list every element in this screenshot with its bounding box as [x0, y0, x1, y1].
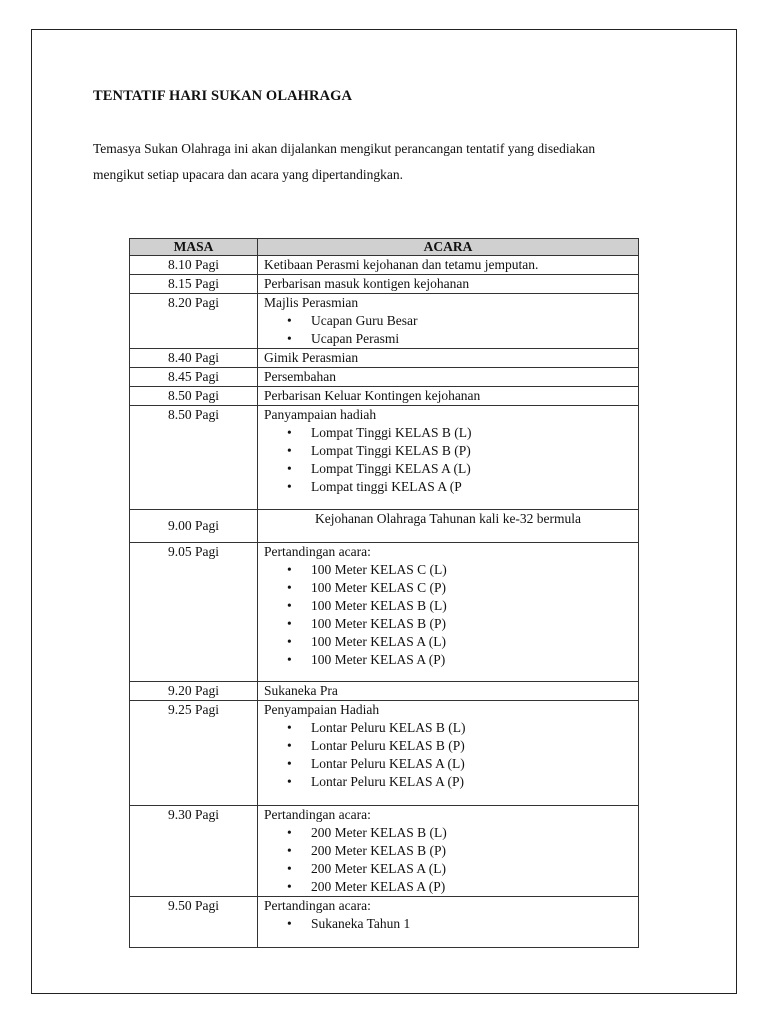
event-cell: [258, 543, 639, 682]
table-row: [130, 406, 639, 510]
event-cell: Sukaneka Pra: [258, 682, 639, 701]
table-row: [130, 349, 639, 368]
header-acara: ACARA: [258, 239, 639, 256]
table-row: [130, 275, 639, 294]
schedule-table: [129, 238, 639, 948]
time-cell: 9.50 Pagi: [130, 897, 258, 948]
time-cell: 9.20 Pagi: [130, 682, 258, 701]
table-row: [130, 897, 639, 948]
list-item: • 100 Meter KELAS C (P): [311, 579, 632, 597]
list-item: • Lompat Tinggi KELAS A (L): [311, 460, 632, 478]
time-cell: 8.20 Pagi: [130, 294, 258, 349]
table-row: [130, 806, 639, 897]
list-item: • Lontar Peluru KELAS A (P): [311, 773, 632, 791]
list-item: • 200 Meter KELAS B (L): [311, 824, 632, 842]
list-item: • Lompat Tinggi KELAS B (P): [311, 442, 632, 460]
event-cell: [258, 701, 639, 806]
time-cell: 9.30 Pagi: [130, 806, 258, 897]
event-cell: Persembahan: [258, 368, 639, 387]
time-cell: 9.00 Pagi: [130, 510, 258, 543]
list-item: • Lontar Peluru KELAS B (P): [311, 737, 632, 755]
event-cell: Kejohanan Olahraga Tahunan kali ke-32 bermula: [258, 510, 639, 543]
table-row: [130, 294, 639, 349]
list-item: • Lompat tinggi KELAS A (P: [311, 478, 632, 496]
event-item-list: [264, 561, 632, 669]
event-title: Pertandingan acara:: [264, 898, 371, 913]
time-cell: 9.05 Pagi: [130, 543, 258, 682]
list-item: • 100 Meter KELAS B (L): [311, 597, 632, 615]
table-row: [130, 368, 639, 387]
list-item: • Lompat Tinggi KELAS B (L): [311, 424, 632, 442]
table-row: [130, 510, 639, 543]
table-row: [130, 256, 639, 275]
event-item-list: [264, 424, 632, 496]
event-item-list: [264, 824, 632, 896]
list-item: • 100 Meter KELAS C (L): [311, 561, 632, 579]
event-title: Pertandingan acara:: [264, 807, 371, 822]
document-title: TENTATIF HARI SUKAN OLAHRAGA: [93, 88, 353, 104]
time-cell: 8.40 Pagi: [130, 349, 258, 368]
event-title: Penyampaian Hadiah: [264, 702, 380, 717]
table-row: [130, 701, 639, 806]
event-item-list: [264, 312, 632, 348]
table-row: [130, 682, 639, 701]
time-cell: 8.10 Pagi: [130, 256, 258, 275]
time-cell: 8.50 Pagi: [130, 387, 258, 406]
list-item: • 100 Meter KELAS A (L): [311, 633, 632, 651]
list-item: • 100 Meter KELAS B (P): [311, 615, 632, 633]
time-cell: 8.45 Pagi: [130, 368, 258, 387]
time-cell: 8.15 Pagi: [130, 275, 258, 294]
event-cell: Perbarisan masuk kontigen kejohanan: [258, 275, 639, 294]
time-cell: 9.25 Pagi: [130, 701, 258, 806]
list-item: • Ucapan Perasmi: [311, 330, 632, 348]
list-item: • Sukaneka Tahun 1: [311, 915, 632, 933]
list-item: • Ucapan Guru Besar: [311, 312, 632, 330]
intro-line-1: Temasya Sukan Olahraga ini akan dijalankan mengikut perancangan tentatif yang disediakan: [93, 141, 596, 156]
list-item: • Lontar Peluru KELAS B (L): [311, 719, 632, 737]
header-masa: MASA: [130, 239, 258, 256]
intro-line-2: mengikut setiap upacara dan acara yang dipertandingkan.: [93, 167, 403, 182]
list-item: • 100 Meter KELAS A (P): [311, 651, 632, 669]
list-item: • Lontar Peluru KELAS A (L): [311, 755, 632, 773]
event-cell: [258, 406, 639, 510]
event-cell: [258, 897, 639, 948]
event-item-list: [264, 719, 632, 791]
event-cell: Perbarisan Keluar Kontingen kejohanan: [258, 387, 639, 406]
event-title: Panyampaian hadiah: [264, 407, 377, 422]
list-item: • 200 Meter KELAS B (P): [311, 842, 632, 860]
event-title: Majlis Perasmian: [264, 295, 359, 310]
event-title: Pertandingan acara:: [264, 544, 371, 559]
list-item: • 200 Meter KELAS A (L): [311, 860, 632, 878]
intro-paragraph: [93, 136, 693, 188]
table-row: [130, 543, 639, 682]
time-cell: 8.50 Pagi: [130, 406, 258, 510]
event-cell: [258, 806, 639, 897]
table-row: [130, 387, 639, 406]
event-cell: [258, 294, 639, 349]
table-header-row: [130, 239, 639, 256]
list-item: • 200 Meter KELAS A (P): [311, 878, 632, 896]
event-cell: Ketibaan Perasmi kejohanan dan tetamu jemputan.: [258, 256, 639, 275]
event-cell: Gimik Perasmian: [258, 349, 639, 368]
event-item-list: [264, 915, 632, 933]
